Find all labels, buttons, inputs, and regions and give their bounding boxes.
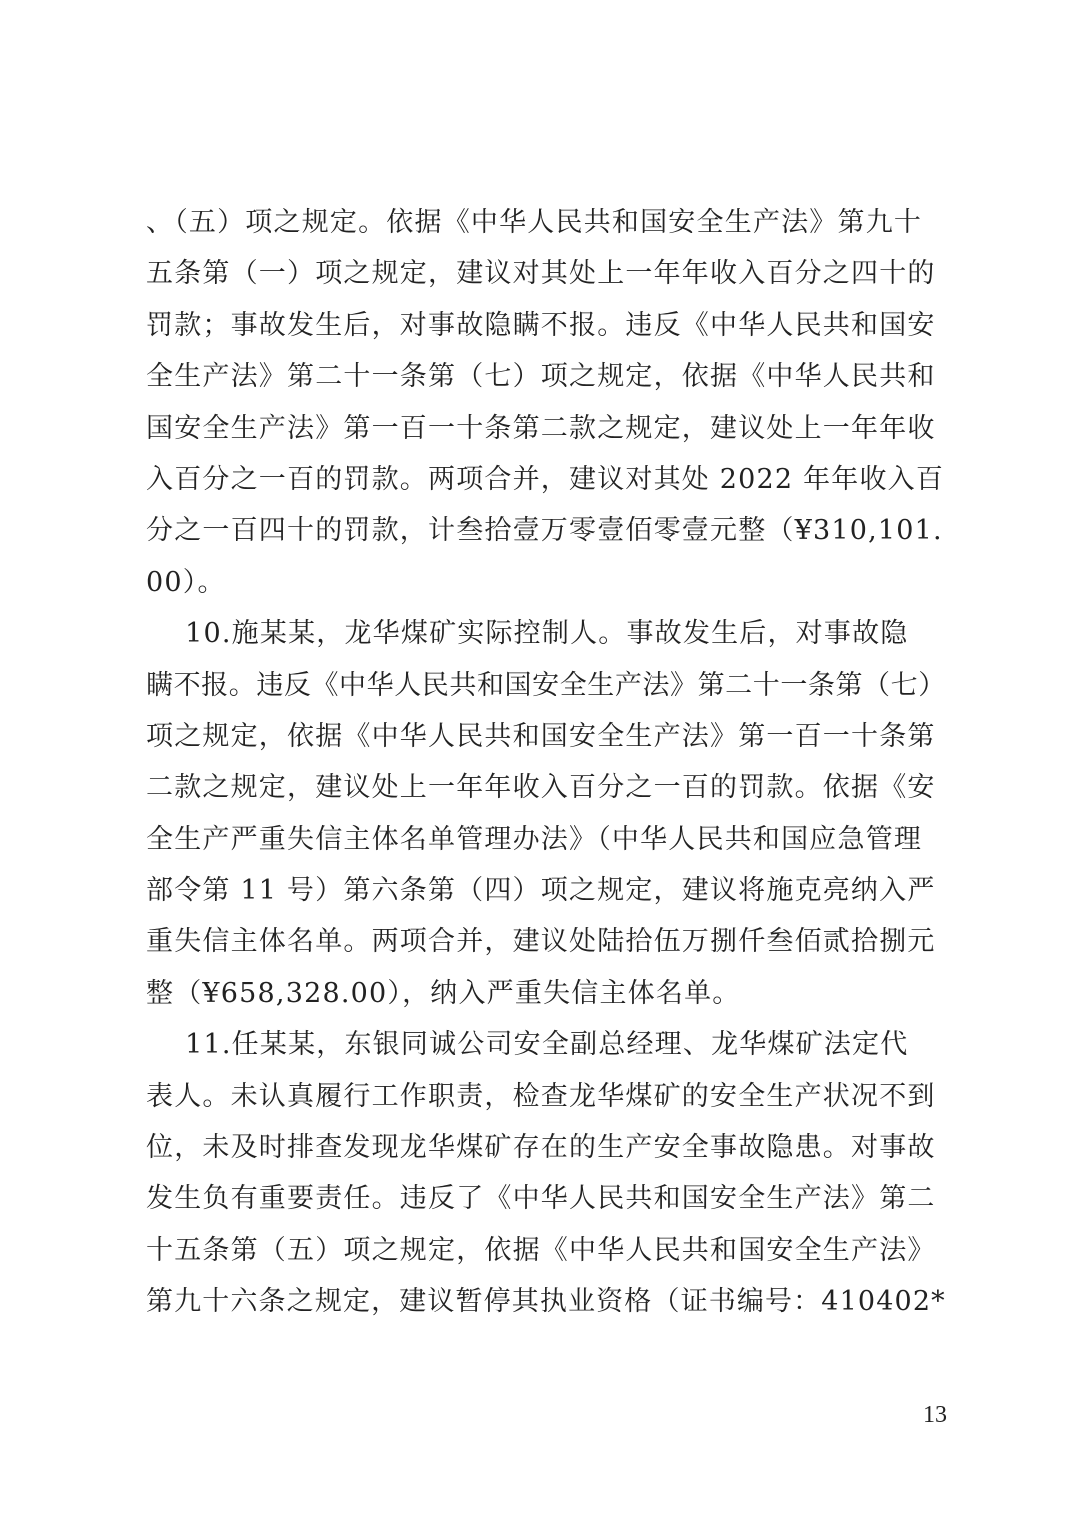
text-line: 二款之规定，建议处上一年年收入百分之一百的罚款。依据《安 — [146, 772, 936, 804]
text-line: 00）。 — [146, 566, 226, 598]
text-line: 发生负有重要责任。违反了《中华人民共和国安全生产法》第二 — [146, 1183, 936, 1215]
text-line: 全生产法》第二十一条第（七）项之规定，依据《中华人民共和 — [146, 361, 936, 393]
text-line: 重失信主体名单。两项合并，建议处陆拾伍万捌仟叁佰贰拾捌元 — [146, 926, 936, 958]
text-line: 十五条第（五）项之规定，依据《中华人民共和国安全生产法》 — [146, 1234, 936, 1266]
body-text — [146, 197, 946, 1328]
text-line: 入百分之一百的罚款。两项合并，建议对其处 2022 年年收入百 — [146, 463, 945, 495]
text-line: 部令第 11 号）第六条第（四）项之规定，建议将施克亮纳入严 — [146, 875, 936, 907]
text-line: 位，未及时排查发现龙华煤矿存在的生产安全事故隐患。对事故 — [146, 1132, 936, 1164]
text-line: 、（五）项之规定。依据《中华人民共和国安全生产法》第九十 — [146, 207, 923, 238]
text-line: 瞒不报。违反《中华人民共和国安全生产法》第二十一条第（七） — [146, 669, 946, 701]
text-line: 10.施某某，龙华煤矿实际控制人。事故发生后，对事故隐 — [146, 618, 909, 650]
text-line: 项之规定，依据《中华人民共和国安全生产法》第一百一十条第 — [146, 720, 936, 752]
text-line: 分之一百四十的罚款，计叁拾壹万零壹佰零壹元整（¥310,101. — [146, 515, 943, 547]
text-line: 整（¥658,328.00），纳入严重失信主体名单。 — [146, 977, 741, 1009]
text-line: 表人。未认真履行工作职责，检查龙华煤矿的安全生产状况不到 — [146, 1080, 936, 1112]
text-line: 国安全生产法》第一百一十条第二款之规定，建议处上一年年收 — [146, 412, 936, 444]
page-number: 13 — [923, 1402, 947, 1428]
text-line: 五条第（一）项之规定，建议对其处上一年年收入百分之四十的 — [146, 258, 936, 290]
text-line: 第九十六条之规定，建议暂停其执业资格（证书编号：410402* — [146, 1286, 946, 1318]
text-line: 罚款；事故发生后，对事故隐瞒不报。违反《中华人民共和国安 — [146, 309, 936, 341]
text-line: 全生产严重失信主体名单管理办法》（中华人民共和国应急管理 — [146, 823, 923, 855]
text-line: 11.任某某，东银同诚公司安全副总经理、龙华煤矿法定代 — [146, 1029, 909, 1061]
